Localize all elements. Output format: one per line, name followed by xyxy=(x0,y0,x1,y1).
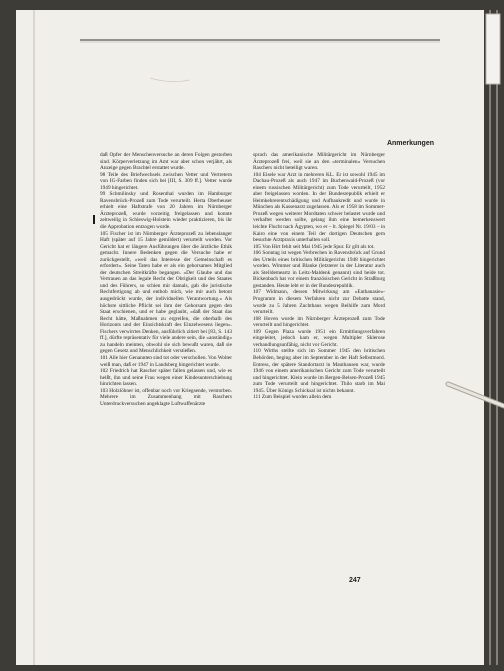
paragraph: 105 Von Hirt fehlt seit Mai 1945 jede Spur. Er gilt als tot. xyxy=(253,243,375,250)
paragraph: 98 Teile des Briefwechsels zwischen Vetter und Vertretern von IG-Farben finden sich bei [III, S. 309 ff.]. Vetter wurde 1949 hingerichtet. xyxy=(100,171,232,191)
section-heading: Anmerkungen xyxy=(386,140,434,147)
paragraph: 108 Hoven wurde im Nürnberger Ärzteprozeß zum Tode verurteilt und hingerichtet. xyxy=(253,315,385,329)
paragraph: 107 Widmann, dessen Mitwirkung am »Euthanasie«-Programm in diesem Verfahren nicht zur Debatte stand, wurde zu 5 Jahren Zuchthaus wegen Beihilfe zum Mord verurteilt. xyxy=(253,289,385,316)
paragraph: 111 Zum Beispiel wurden allein dem xyxy=(253,394,332,401)
left-column xyxy=(100,152,232,407)
paragraph: 104 Eisele war Arzt in mehreren KL. Er ist sowohl 1945 im Dachau-Prozeß als auch 1947 im Buchenwald-Prozeß (vor einem russischen Militärgericht) zum Tode verurteilt, 1952 aber freigelassen worden. In der Bundesrepublik erhielt er Heimkehrerentschädigung und Aufbaukredit und wurde in München als Kassenarzt zugelassen. Als er 1958 im Sommer-Prozeß wegen weiterer Mordtaten schwer belastet wurde und verhaftet werden sollte, gelang ihm eine bemerkenswert leichte Flucht nach Ägypten, wo er – lt. Spiegel Nr. 19/03 – in Kairo eine von einem Teil der dortigen Deutschen gern besuchte Arztpraxis unterhalten soll. xyxy=(253,171,385,244)
paragraph: 99 Schmilinsky und Rosenthal wurden im Hamburger Ravensbrück-Prozeß zum Tode verurteilt. Herta Oberheuser erhielt eine Haftstrafe von 20 Jahren im Nürnberger Ärzteprozeß, wurde vorzeitig freigelassen und konnte zeitweilig in Schleswig-Holstein wieder praktizieren, bis ihr die Approbation entzogen wurde. xyxy=(100,191,232,231)
margin-mark xyxy=(93,215,95,224)
paragraph: 105 Fischer ist im Nürnberger Ärzteprozeß zu lebenslanger Haft (später auf 15 Jahre gemildert) verurteilt worden. Vor Gericht hat er längere Ausführungen über die ärztliche Ethik gemacht. Innere Bedenken gegen die Versuche habe er zurückgestellt, »weil das Interesse der Gemeinschaft es erfordert«. Seine Taten habe er als ein gehorsames Mitglied der deutschen Streitkräfte begangen. »Der Glaube und das Vertrauen an das legale Recht der Obrigkeit und des Staates und des Führers, so schien mir damals, gab die juristische Rechtfertigung ab und enthob mich, wie mir auch betont ausgedrückt wurde, der individuellen Verantwortung.« Als höchste sittliche Pflicht sei ihm der Gehorsam gegen den Staat erschienen, und er habe geglaubt, »daß der Staat das Recht hätte, Maßnahmen zu ergreifen, die oberhalb des Horizonts und der Einsichtskraft des Einzelwesens liegen«. Fischers verwirrtes Denken, ausführlich zitiert bei [83, S. 143 ff.], dürfte repräsentativ für viele andere sein, die »anständig« zu handeln meinten, obwohl sie sich bewußt waren, daß sie gegen Gesetz und Menschlichkeit verstießen. xyxy=(100,230,232,355)
paragraph: 110 Wirths stellte sich im Sommer 1945 den britischen Behörden, beging aber im September in der Haft Selbstmord. Entress, der spätere Standortarzt in Mauthausen war, wurde 1946 von einem amerikanischen Gericht zum Tode verurteilt und hingerichtet. Klein wurde im Bergen-Belsen-Prozeß 1945 zum Tode verurteilt und hingerichtet. Thilo starb im Mai 1945. Über Königs Schicksal ist nichts bekannt. xyxy=(253,348,385,394)
page-number: 247 xyxy=(349,577,361,584)
paragraph: 101 Alle hier Genannten sind tot oder verschollen. Von Wolter weiß man, daß er 1947 in Landsberg hingerichtet wurde. xyxy=(100,354,232,368)
paragraph: daß Opfer der Menschenversuche an deren Folgen gestorben sind. Körperverletzung im Amt war aber schon verjährt, als Anzeige gegen Brachtel erstattet wurde. xyxy=(100,152,232,172)
paragraph: 103 Holzlöhner ist, offenbar noch vor Kriegsende, verstorben. Mehrere im Zusammenhang mit Raschers Unterdruckversuchen angeklagte Luftwaffenärzte xyxy=(100,387,232,407)
right-column xyxy=(253,152,385,401)
paragraph: 102 Friedrich hat Rascher später fallen gelassen und, wie es heißt, ihn und seine Frau wegen einer Kindesunterschiebung hinrichten lassen. xyxy=(100,368,232,388)
paragraph: sprach das amerikanische Militärgericht im Nürnberger Ärzteprozeß frei, weil sie an den »terminalen« Versuchen Raschers nicht beteiligt waren. xyxy=(253,152,385,172)
paragraph: 109 Gegen Plaza wurde 1951 ein Ermittlungsverfahren eingeleitet, jedoch kam er, wegen Multipler Sklerose verhandlungsunfähig, nicht vor Gericht. xyxy=(253,328,385,348)
paragraph: 106 Sonntag ist wegen Verbrechen in Ravensbrück auf Grund des Urteils eines britischen Militärgerichts 1948 hingerichtet worden. Wimmer und Blanke (letzterer in der Literatur auch als Stelldemeartz in Leitz-Maldenk genannt) sind beide tot. Bickenbach hat vor einem französischen Gericht in Straßburg gestanden. Heute lebt er in der Bundesrepublik. xyxy=(253,250,385,289)
